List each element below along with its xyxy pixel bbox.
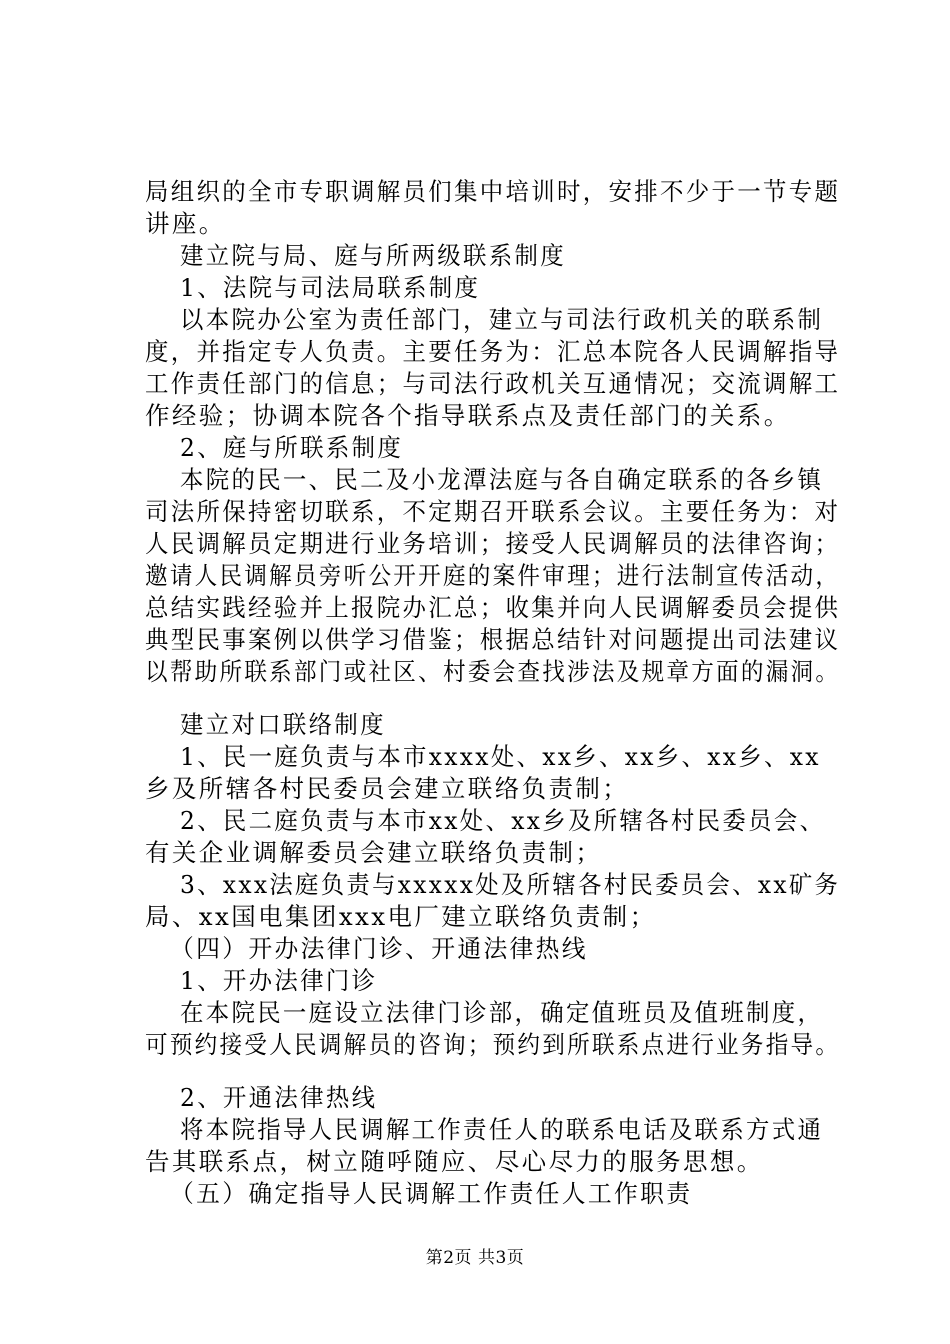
- subsection-heading: 2、庭与所联系制度: [180, 433, 404, 462]
- section-heading: （四）开办法律门诊、开通法律热线: [170, 934, 588, 963]
- body-text-line: 有关企业调解委员会建立联络负责制；: [145, 838, 603, 867]
- body-text-line: 在本院民一庭设立法律门诊部，确定值班员及值班制度，: [180, 998, 824, 1027]
- body-text-line: 局、xx国电集团xxx电厂建立联络负责制；: [145, 902, 657, 931]
- section-heading: 建立院与局、庭与所两级联系制度: [180, 241, 566, 270]
- body-text-line: 人民调解员定期进行业务培训；接受人民调解员的法律咨询；: [145, 529, 841, 558]
- subsection-heading: 2、开通法律热线: [180, 1083, 378, 1112]
- body-text-line: 1、民一庭负责与本市xxxx处、xx乡、xx乡、xx乡、xx: [180, 742, 821, 771]
- body-text-line: 工作责任部门的信息；与司法行政机关互通情况；交流调解工: [145, 369, 841, 398]
- body-text-line: 3、xxx法庭负责与xxxxx处及所辖各村民委员会、xx矿务: [180, 870, 841, 899]
- subsection-heading: 1、开办法律门诊: [180, 966, 378, 995]
- section-heading: （五）确定指导人民调解工作责任人工作职责: [170, 1179, 693, 1208]
- body-text-line: 邀请人民调解员旁听公开开庭的案件审理；进行法制宣传活动，: [145, 561, 841, 590]
- body-text-line: 总结实践经验并上报院办汇总；收集并向人民调解委员会提供: [145, 593, 841, 622]
- page-number: 第2页 共3页: [425, 1248, 525, 1268]
- body-text-line: 以本院办公室为责任部门，建立与司法行政机关的联系制: [180, 305, 824, 334]
- body-text-line: 可预约接受人民调解员的咨询；预约到所联系点进行业务指导。: [145, 1030, 841, 1059]
- body-text-line: 2、民二庭负责与本市xx处、xx乡及所辖各村民委员会、: [180, 806, 826, 835]
- body-text-line: 司法所保持密切联系，不定期召开联系会议。主要任务为：对: [145, 497, 841, 526]
- body-text-line: 本院的民一、民二及小龙潭法庭与各自确定联系的各乡镇: [180, 465, 824, 494]
- section-heading: 建立对口联络制度: [180, 710, 386, 739]
- body-text-line: 度，并指定专人负责。主要任务为：汇总本院各人民调解指导: [145, 337, 841, 366]
- body-text-line: 讲座。: [145, 209, 226, 238]
- body-text-line: 典型民事案例以供学习借鉴；根据总结针对问题提出司法建议: [145, 625, 841, 654]
- subsection-heading: 1、法院与司法局联系制度: [180, 273, 481, 302]
- body-text-line: 以帮助所联系部门或社区、村委会查找涉法及规章方面的漏洞。: [145, 657, 841, 686]
- body-text-line: 作经验；协调本院各个指导联系点及责任部门的关系。: [145, 401, 791, 430]
- body-text-line: 告其联系点，树立随呼随应、尽心尽力的服务思想。: [145, 1147, 764, 1176]
- body-text-line: 乡及所辖各村民委员会建立联络负责制；: [145, 774, 630, 803]
- body-text-line: 将本院指导人民调解工作责任人的联系电话及联系方式通: [180, 1115, 824, 1144]
- body-text-line: 局组织的全市专职调解员们集中培训时，安排不少于一节专题: [145, 177, 841, 206]
